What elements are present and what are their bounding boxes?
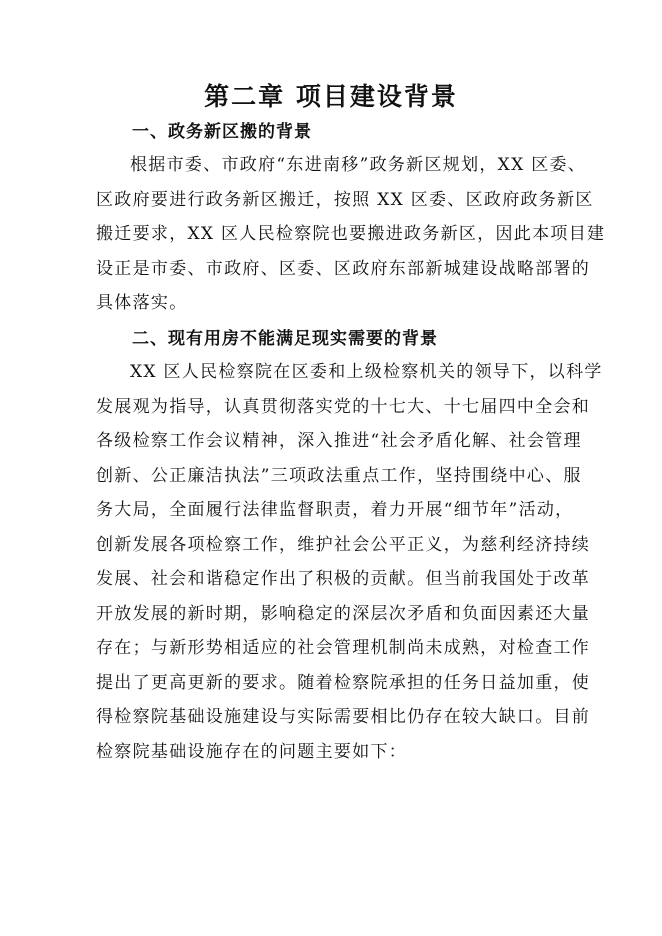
section-1-paragraph — [96, 148, 606, 321]
paragraph-line: 创新发展各项检察工作，维护社会公平正义，为慈利经济持续 — [96, 534, 591, 555]
paragraph-line: 得检察院基础设施建设与实际需要相比仍存在较大缺口。目前 — [96, 707, 591, 727]
paragraph-line: XX 区人民检察院在区委和上级检察机关的领导下，以科学 — [130, 362, 603, 382]
section-2-paragraph — [96, 355, 603, 769]
paragraph-line: 设正是市委、市政府、区委、区政府东部新城建设战略部署的 — [96, 258, 591, 279]
paragraph-line: 提出了更高更新的要求。随着检察院承担的任务日益加重，使 — [96, 672, 591, 693]
paragraph-line: 区政府要进行政务新区搬迁，按照 XX 区委、区政府政务新区 — [96, 189, 594, 210]
chapter-title: 第二章 项目建设背景 — [204, 82, 458, 111]
paragraph-line: 根据市委、市政府“东进南移”政务新区规划，XX 区委、 — [130, 155, 587, 175]
section-heading-2: 二、现有用房不能满足现实需要的背景 — [132, 329, 438, 349]
paragraph-line: 务大局，全面履行法律监督职责，着力开展“细节年”活动， — [96, 500, 574, 520]
paragraph-line: 创新、公正廉洁执法”三项政法重点工作，坚持围绕中心、服 — [96, 465, 582, 486]
paragraph-line: 发展、社会和谐稳定作出了积极的贡献。但当前我国处于改革 — [96, 569, 591, 589]
paragraph-line: 搬迁要求，XX 区人民检察院也要搬进政务新区，因此本项目建 — [96, 224, 606, 244]
paragraph-line: 发展观为指导，认真贯彻落实党的十七大、十七届四中全会和 — [96, 396, 591, 417]
paragraph-line: 具体落实。 — [96, 293, 188, 313]
paragraph-line: 各级检察工作会议精神，深入推进“社会矛盾化解、社会管理 — [96, 431, 582, 451]
paragraph-line: 存在；与新形势相适应的社会管理机制尚未成熟，对检查工作 — [96, 638, 591, 658]
section-heading-1: 一、政务新区搬的背景 — [132, 122, 312, 142]
paragraph-line: 开放发展的新时期，影响稳定的深层次矛盾和负面因素还大量 — [96, 603, 591, 624]
paragraph-line: 检察院基础设施存在的问题主要如下： — [96, 741, 408, 762]
